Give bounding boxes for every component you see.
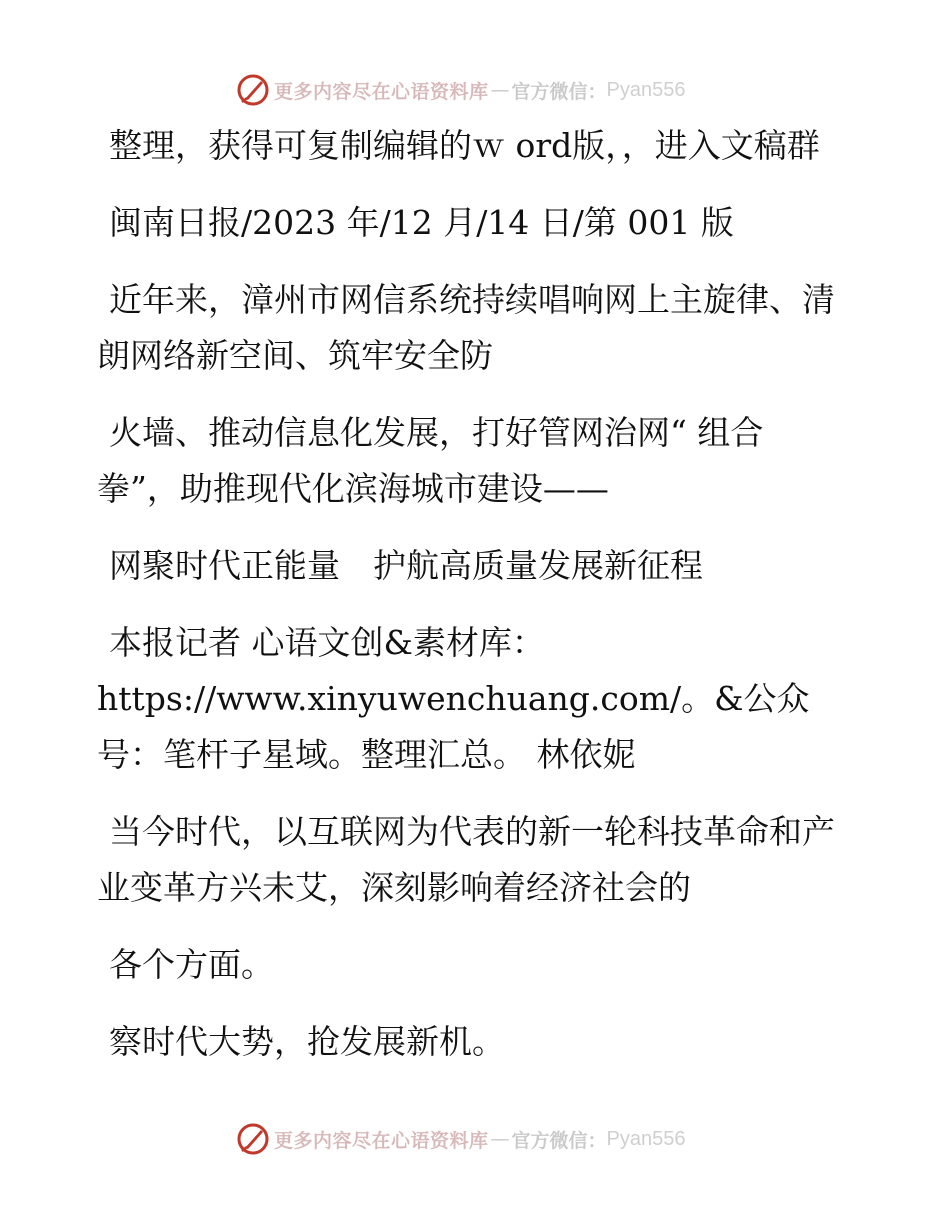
footer-banner bbox=[236, 1122, 686, 1156]
header-separator: — bbox=[490, 79, 510, 101]
paragraph-lead-1: 近年来，漳州市网信系统持续唱响网上主旋律、清朗网络新空间、筑牢安全防 bbox=[97, 280, 835, 375]
quill-pen-circle-icon bbox=[236, 73, 270, 107]
article-headline: 网聚时代正能量 护航高质量发展新征程 bbox=[109, 546, 703, 585]
article-body bbox=[97, 118, 837, 1091]
paragraph-source-dateline: 闽南日报/2023 年/12 月/14 日/第 001 版 bbox=[109, 203, 734, 242]
quill-pen-circle-icon bbox=[236, 1122, 270, 1156]
paragraph-body-2: 各个方面。 bbox=[109, 945, 274, 984]
paragraph-byline: 本报记者 心语文创&素材库：https://www.xinyuwenchuang.com/。&公众号：笔杆子星域。整理汇总。 林依妮 bbox=[97, 623, 810, 774]
paragraph-intro-note: 整理，获得可复制编辑的ｗ ord版，，进入文稿群 bbox=[109, 126, 820, 165]
footer-wechat-label: 官方微信： bbox=[511, 1129, 607, 1152]
footer-separator: — bbox=[490, 1128, 510, 1150]
footer-wechat-id: Pyan556 bbox=[606, 1127, 686, 1150]
paragraph-lead-2: 火墙、推动信息化发展，打好管网治网“ 组合拳”，助推现代化滨海城市建设—— bbox=[97, 413, 764, 508]
header-wechat-id: Pyan556 bbox=[606, 78, 686, 101]
header-banner bbox=[236, 73, 686, 107]
header-slogan: 更多内容尽在心语资料库 bbox=[274, 80, 489, 103]
footer-slogan: 更多内容尽在心语资料库 bbox=[274, 1129, 489, 1152]
paragraph-body-1: 当今时代，以互联网为代表的新一轮科技革命和产业变革方兴未艾，深刻影响着经济社会的 bbox=[97, 812, 835, 907]
header-wechat-label: 官方微信： bbox=[511, 80, 607, 103]
paragraph-body-3: 察时代大势，抢发展新机。 bbox=[109, 1022, 505, 1061]
